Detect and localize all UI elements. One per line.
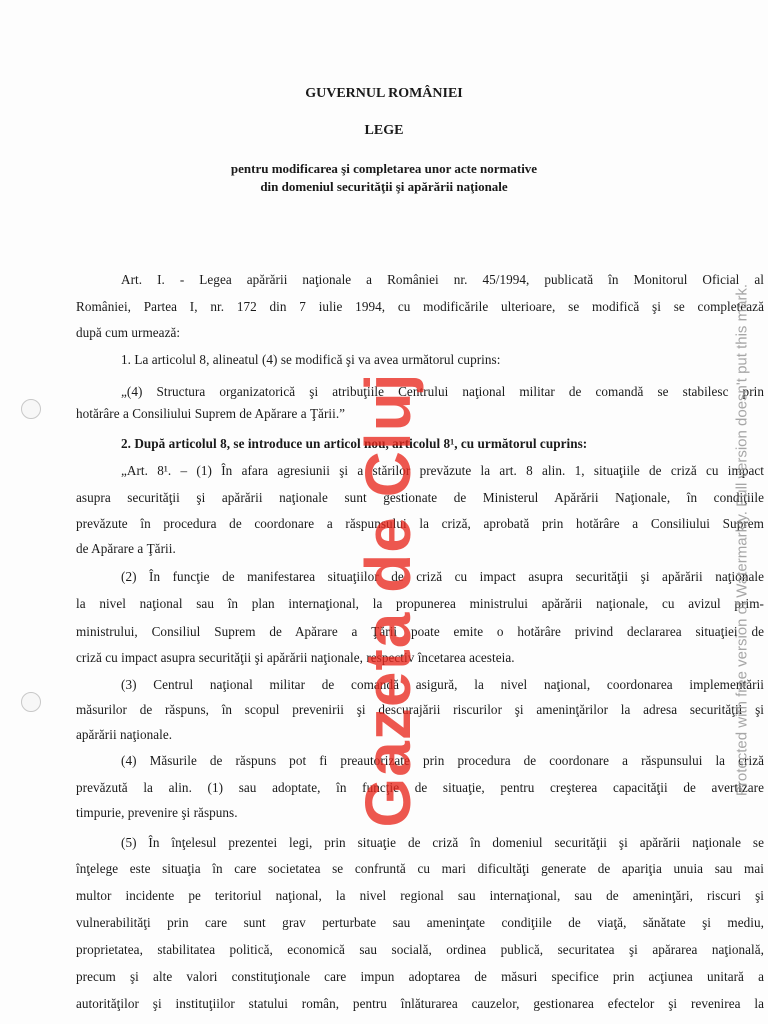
government-title: GUVERNUL ROMÂNIEI [305,86,463,101]
section-heading: 2. După articolul 8, se introduce un articol nou, articolul 8¹, cu următorul cuprins: [121,436,588,451]
text-line: criză cu impact asupra securităţii şi apărării naţionale, respectiv încetarea acesteia. [76,650,515,665]
punch-hole [21,692,41,712]
text-line: „Art. 8¹. – (1) În afara agresiunii şi a stărilor prevăzute la art. 8 alin. 1, situaţiile de criză cu impact [121,463,764,478]
text-line: înţelege este situaţia în care societatea se confruntă cu mari dificultăţi generate de apariţia unuia sau mai [76,861,764,876]
text-line: autorităţilor şi instituţiilor statului român, pentru înlăturarea cauzelor, gestionarea efectelor şi revenirea la [76,996,764,1011]
text-line: (5) În înţelesul prezentei legi, prin situaţie de criză în domeniul securităţii şi apărării naţionale se [121,835,764,850]
punch-hole [21,399,41,419]
text-line: Art. I. - Legea apărării naţionale a României nr. 45/1994, publicată în Monitorul Oficial al [121,272,764,287]
text-line: vulnerabilităţi prin care sunt grav perturbate sau ameninţate condiţiile de viaţă, sănătate şi mediu, [76,915,764,930]
text-line: măsurilor de răspuns, în scopul prevenirii şi descurajării riscurilor şi ameninţărilor la adresa securităţii şi [76,702,764,717]
watermark-notice: Protected with free version of Watermarkly. Full version doesn't put this mark. [733,283,751,797]
text-line: prevăzute în procedura de coordonare a răspunsului la criză, aprobată prin hotărâre a Consiliului Suprem [76,516,764,531]
text-line: (4) Măsurile de răspuns pot fi preautorizate prin procedura de coordonare a răspunsului la criză [121,753,764,768]
text-line: la nivel naţional sau în plan internaţional, la propunerea ministrului apărării naţionale, cu avizul prim- [76,596,764,611]
text-line: de Apărare a Ţării. [76,541,176,556]
text-line: timpurie, prevenire şi răspuns. [76,805,238,820]
text-line: asupra securităţii şi apărării naţionale sunt gestionate de Ministerul Apărării Naţionale, în condiţiile [76,490,764,505]
text-line: „(4) Structura organizatorică şi atribuţiile Centrului naţional militar de comandă se stabilesc prin [121,384,764,399]
text-line: ministrului, Consiliul Suprem de Apărare a Ţării poate emite o hotărâre privind declararea situaţiei de [76,624,764,639]
text-line: 1. La articolul 8, alineatul (4) se modifică şi va avea următorul cuprins: [121,352,501,367]
text-line: hotărâre a Consiliului Suprem de Apărare a Ţării.” [76,406,346,421]
text-line: (3) Centrul naţional militar de comandă asigură, la nivel naţional, coordonarea implementării [121,677,764,692]
text-line: precum şi alte valori constituţionale care impun adoptarea de măsuri specifice prin acţiunea unitară a [76,969,764,984]
text-line: României, Partea I, nr. 172 din 7 iulie 1994, cu modificările ulterioare, se modifică şi se completează [76,299,764,314]
text-line: proprietatea, stabilitatea politică, economică sau socială, ordinea publică, securitatea şi apărarea naţională, [76,942,764,957]
text-line: prevăzută la alin. (1) sau adoptate, în funcţie de situaţie, pentru creşterea capacităţii de avertizare [76,780,764,795]
text-line: multor incidente pe teritoriul naţional, la nivel regional sau internaţional, sau de ameninţări, riscuri şi [76,888,764,903]
document-type: LEGE [364,123,404,138]
document-subtitle [0,160,768,196]
subtitle-line-2: din domeniul securităţii şi apărării naţionale [260,179,508,194]
text-line: (2) În funcţie de manifestarea situaţiilor de criză cu impact asupra securităţii şi apărării naţionale [121,569,764,584]
text-line: apărării naţionale. [76,727,173,742]
subtitle-line-1: pentru modificarea şi completarea unor acte normative [230,161,538,176]
text-line: după cum urmează: [76,325,181,340]
watermark-text: Gazeta de Cluj [352,372,424,828]
